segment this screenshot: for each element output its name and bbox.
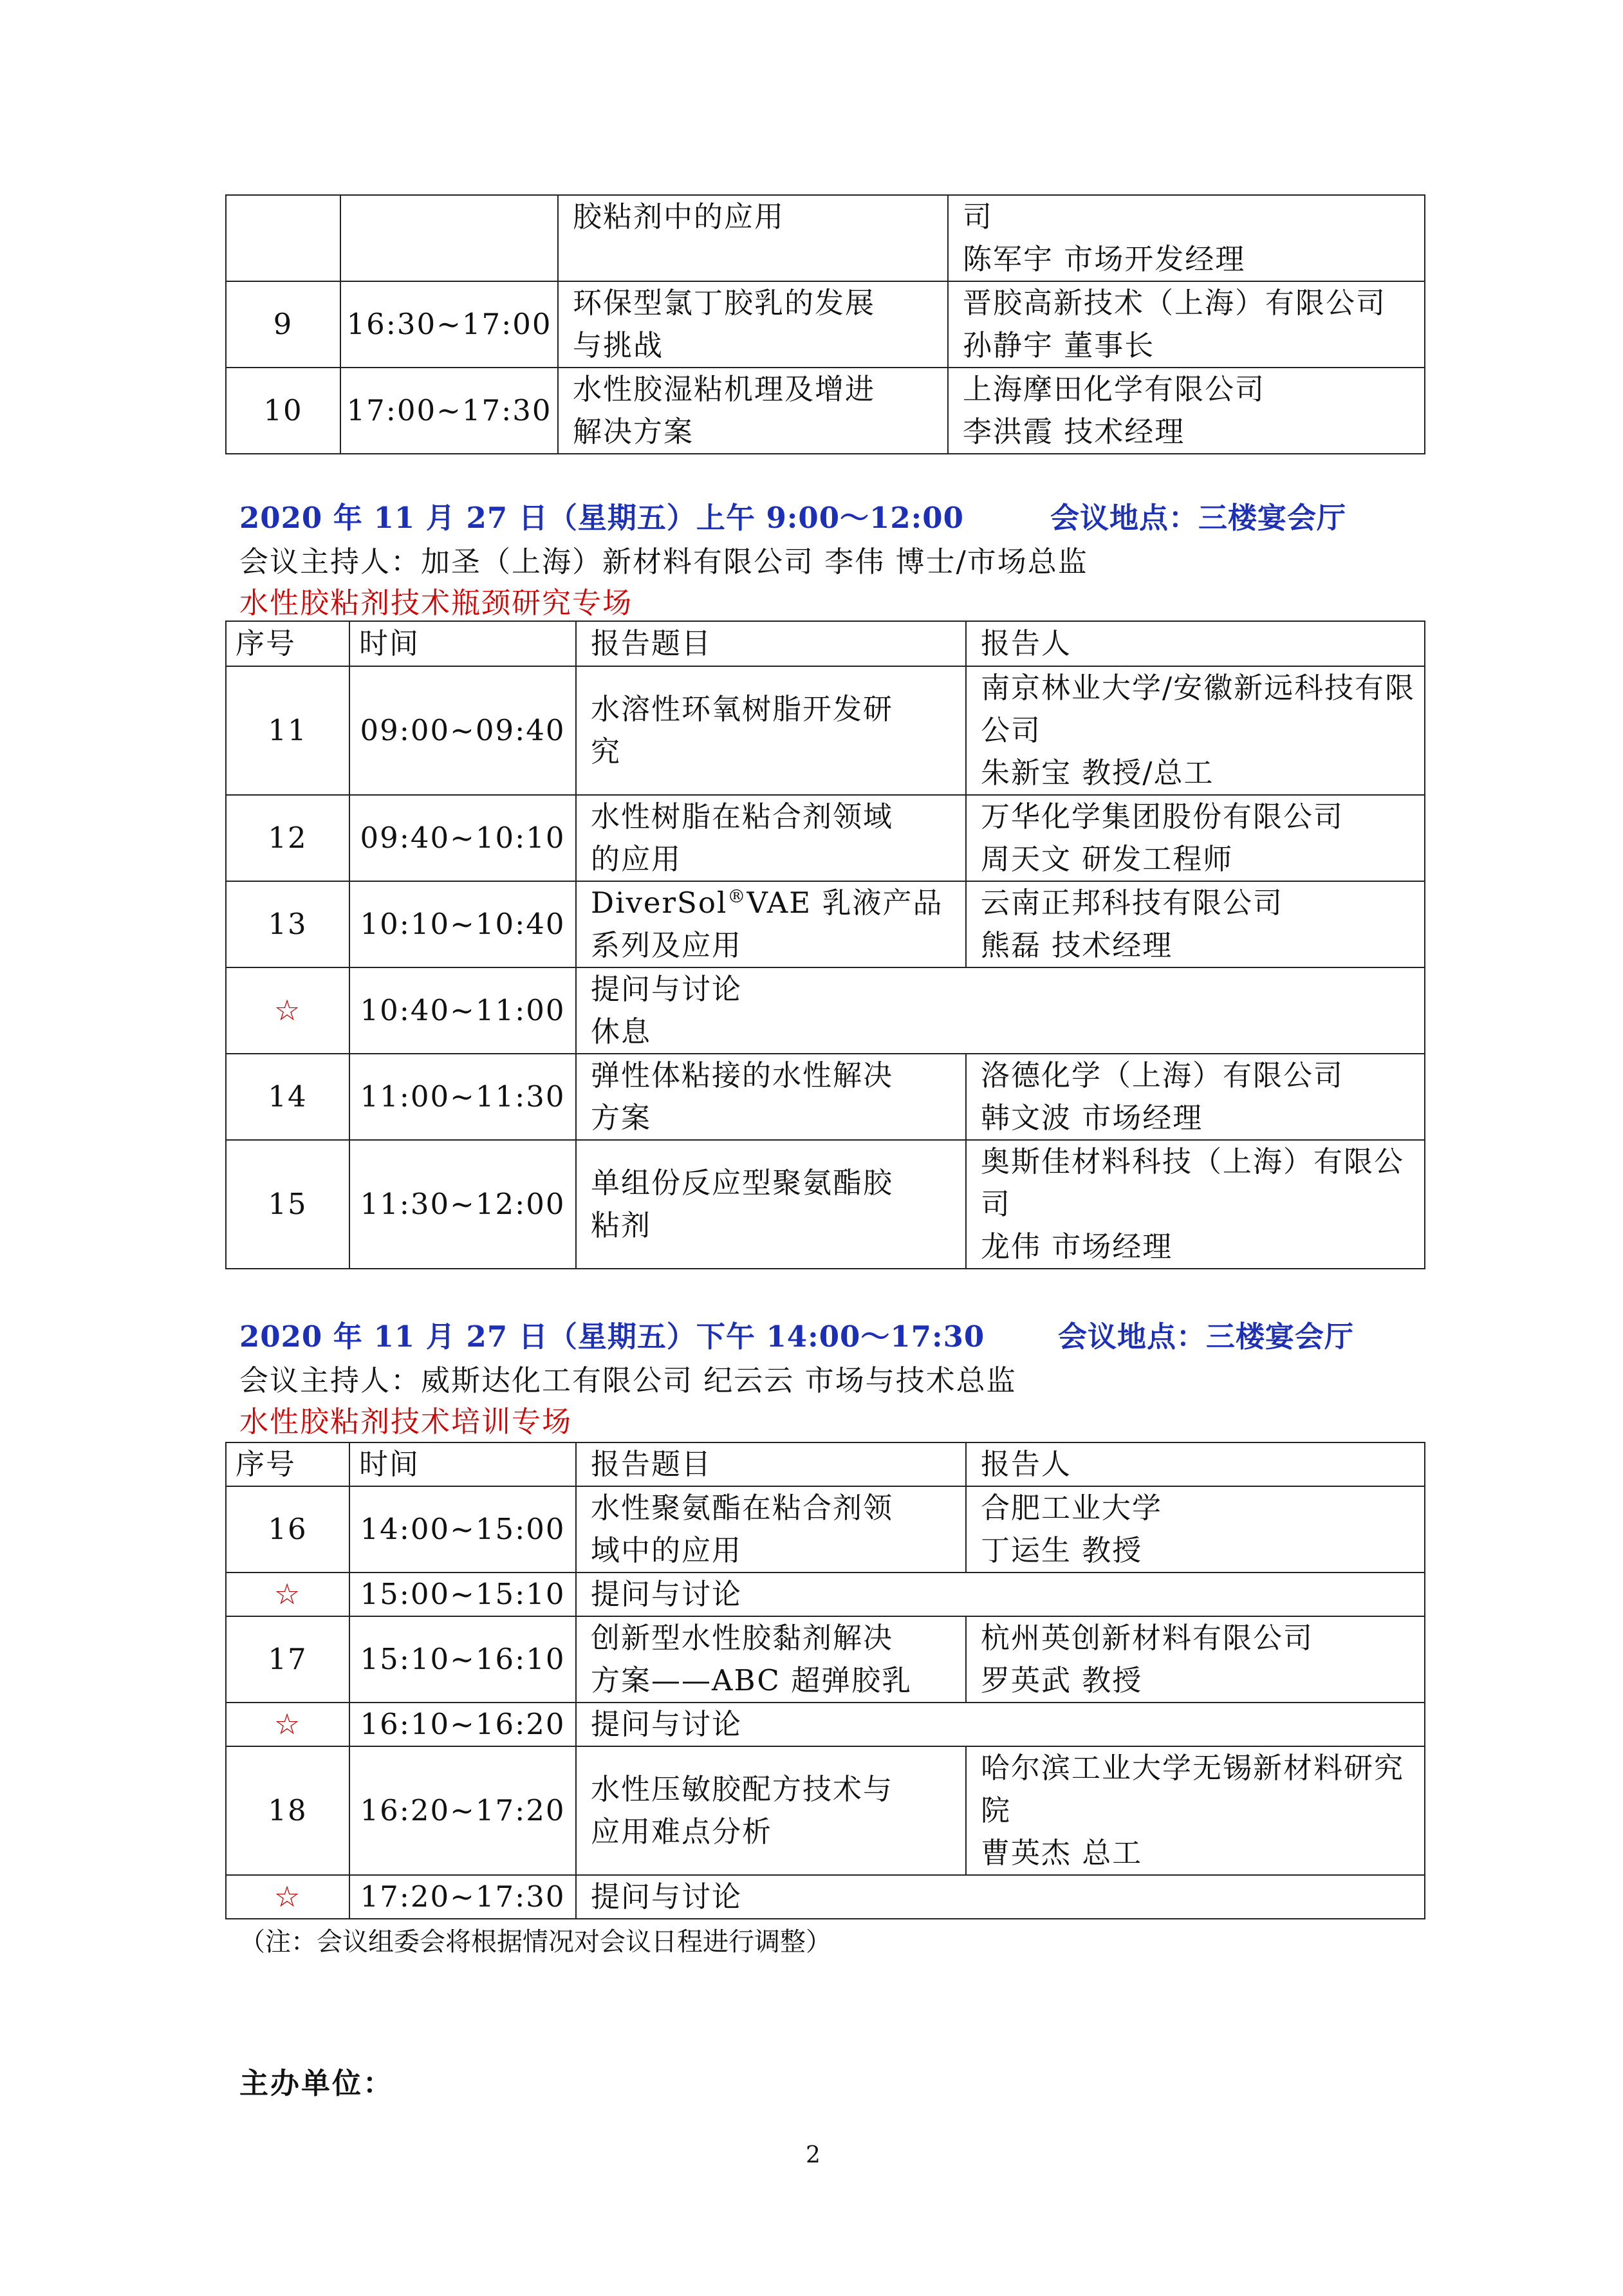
row-discussion: 提问与讨论: [576, 1573, 1425, 1616]
star-icon: ☆: [226, 1703, 349, 1746]
row-speaker: 司 陈军宇 市场开发经理: [948, 195, 1425, 281]
session-am-host: 会议主持人：加圣（上海）新材料有限公司 李伟 博士/市场总监: [239, 545, 1088, 579]
row-number: 13: [226, 881, 349, 967]
session-pm-datetime: 2020 年 11 月 27 日（星期五）下午 14:00～17:30: [239, 1320, 985, 1354]
table-row: [226, 1616, 1425, 1703]
row-topic: 水溶性环氧树脂开发研 究: [576, 666, 966, 795]
table-row: [226, 666, 1425, 795]
session-pm-location: 会议地点：三楼宴会厅: [1058, 1320, 1355, 1354]
header-number: 序号: [226, 621, 349, 666]
row-number: 10: [226, 368, 340, 454]
row-number: 15: [226, 1140, 349, 1269]
row-topic: 水性聚氨酯在粘合剂领 域中的应用: [576, 1486, 966, 1573]
table-row: [226, 1486, 1425, 1573]
star-icon: ☆: [226, 967, 349, 1054]
row-time: 10:40~11:00: [349, 967, 576, 1054]
row-topic: 水性压敏胶配方技术与 应用难点分析: [576, 1746, 966, 1875]
session-am-location: 会议地点：三楼宴会厅: [1050, 501, 1347, 535]
session-am-heading: [239, 494, 1347, 536]
page-number: 2: [806, 2142, 821, 2169]
row-topic: 环保型氯丁胶乳的发展 与挑战: [558, 281, 948, 368]
row-time: 10:10~10:40: [349, 881, 576, 967]
table-row: [226, 1573, 1425, 1616]
row-speaker: 哈尔滨工业大学无锡新材料研究 院 曹英杰 总工: [966, 1746, 1425, 1875]
agenda-table-am: [225, 621, 1425, 1269]
row-number: 11: [226, 666, 349, 795]
header-time: 时间: [349, 621, 576, 666]
table-header-row: [226, 621, 1425, 666]
header-time: 时间: [349, 1442, 576, 1486]
header-topic: 报告题目: [576, 621, 966, 666]
row-time: 15:00~15:10: [349, 1573, 576, 1616]
session-pm-host: 会议主持人：威斯达化工有限公司 纪云云 市场与技术总监: [239, 1363, 1017, 1397]
row-topic: 水性胶湿粘机理及增进 解决方案: [558, 368, 948, 454]
agenda-table-pm: [225, 1442, 1425, 1919]
row-time: 15:10~16:10: [349, 1616, 576, 1703]
row-speaker: 南京林业大学/安徽新远科技有限 公司 朱新宝 教授/总工: [966, 666, 1425, 795]
agenda-table-continued: [225, 194, 1425, 454]
row-time: 14:00~15:00: [349, 1486, 576, 1573]
row-number: 17: [226, 1616, 349, 1703]
row-time: 16:10~16:20: [349, 1703, 576, 1746]
row-topic: 弹性体粘接的水性解决 方案: [576, 1054, 966, 1140]
table-row: [226, 1746, 1425, 1875]
row-time: 09:00~09:40: [349, 666, 576, 795]
row-time: 09:40~10:10: [349, 795, 576, 881]
row-time: 11:30~12:00: [349, 1140, 576, 1269]
row-number: 14: [226, 1054, 349, 1140]
star-icon: ☆: [226, 1573, 349, 1616]
row-discussion: 提问与讨论: [576, 1875, 1425, 1919]
table-row: [226, 1140, 1425, 1269]
table-row: [226, 1703, 1425, 1746]
row-number: [226, 195, 340, 281]
row-time: 17:00~17:30: [340, 368, 558, 454]
table-row: [226, 967, 1425, 1054]
row-speaker: 晋胶高新技术（上海）有限公司 孙静宇 董事长: [948, 281, 1425, 368]
row-number: 12: [226, 795, 349, 881]
table-row: [226, 1054, 1425, 1140]
row-number: 9: [226, 281, 340, 368]
row-discussion: 提问与讨论: [576, 1703, 1425, 1746]
row-time: [340, 195, 558, 281]
row-speaker: 洛德化学（上海）有限公司 韩文波 市场经理: [966, 1054, 1425, 1140]
row-speaker: 云南正邦科技有限公司 熊磊 技术经理: [966, 881, 1425, 967]
row-time: 11:00~11:30: [349, 1054, 576, 1140]
table-row: [226, 195, 1425, 281]
sponsor-label: 主办单位：: [239, 2066, 394, 2100]
session-am-topic: 水性胶粘剂技术瓶颈研究专场: [239, 586, 633, 620]
header-number: 序号: [226, 1442, 349, 1486]
row-speaker: 合肥工业大学 丁运生 教授: [966, 1486, 1425, 1573]
row-number: 18: [226, 1746, 349, 1875]
row-time: 16:30~17:00: [340, 281, 558, 368]
row-speaker: 奥斯佳材料科技（上海）有限公 司 龙伟 市场经理: [966, 1140, 1425, 1269]
schedule-note: （注：会议组委会将根据情况对会议日程进行调整）: [239, 1927, 831, 1957]
header-speaker: 报告人: [966, 1442, 1425, 1486]
star-icon: ☆: [226, 1875, 349, 1919]
session-pm-topic: 水性胶粘剂技术培训专场: [239, 1405, 573, 1439]
header-speaker: 报告人: [966, 621, 1425, 666]
table-row: [226, 795, 1425, 881]
row-topic: 胶粘剂中的应用: [558, 195, 948, 281]
table-row: [226, 1875, 1425, 1919]
header-topic: 报告题目: [576, 1442, 966, 1486]
row-speaker: 上海摩田化学有限公司 李洪霞 技术经理: [948, 368, 1425, 454]
row-time: 16:20~17:20: [349, 1746, 576, 1875]
table-row: [226, 368, 1425, 454]
session-am-datetime: 2020 年 11 月 27 日（星期五）上午 9:00～12:00: [239, 501, 964, 535]
row-topic: 单组份反应型聚氨酯胶 粘剂: [576, 1140, 966, 1269]
table-header-row: [226, 1442, 1425, 1486]
row-topic: 水性树脂在粘合剂领域 的应用: [576, 795, 966, 881]
row-speaker: 杭州英创新材料有限公司 罗英武 教授: [966, 1616, 1425, 1703]
table-row: [226, 281, 1425, 368]
table-row: [226, 881, 1425, 967]
row-discussion: 提问与讨论 休息: [576, 967, 1425, 1054]
session-pm-heading: [239, 1313, 1355, 1355]
row-number: 16: [226, 1486, 349, 1573]
row-topic: 创新型水性胶黏剂解决 方案——ABC 超弹胶乳: [576, 1616, 966, 1703]
row-speaker: 万华化学集团股份有限公司 周天文 研发工程师: [966, 795, 1425, 881]
row-time: 17:20~17:30: [349, 1875, 576, 1919]
row-topic: DiverSol®VAE 乳液产品 系列及应用: [576, 881, 966, 967]
